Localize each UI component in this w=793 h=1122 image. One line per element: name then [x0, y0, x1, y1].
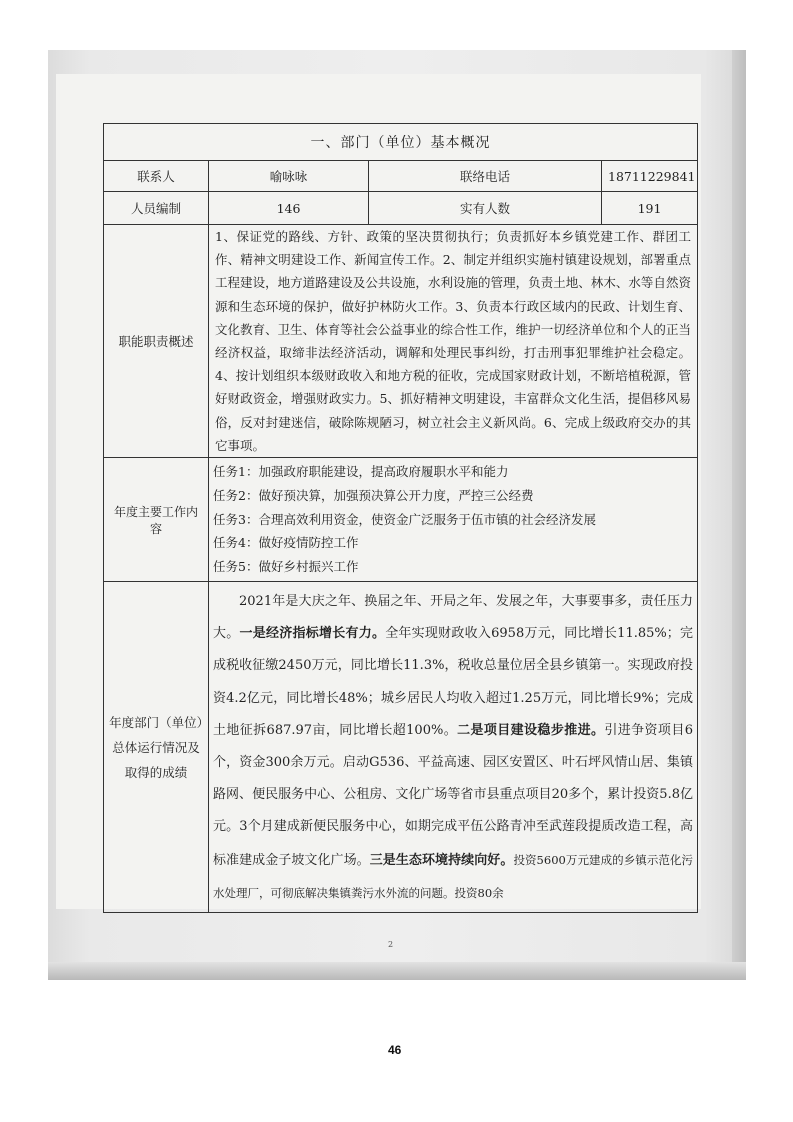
staff-quota-value: 146 [209, 192, 369, 225]
tasks-list [209, 458, 698, 582]
phone-label: 联络电话 [369, 161, 602, 192]
task-item: 任务1：加强政府职能建设，提高政府履职水平和能力 [213, 464, 509, 480]
performance-text [209, 582, 697, 912]
duties-label: 职能职责概述 [104, 225, 209, 458]
performance-heading: 三是生态环境持续向好。 [369, 852, 514, 868]
staff-actual-label: 实有人数 [369, 192, 602, 225]
duties-text: 1、保证党的路线、方针、政策的坚决贯彻执行；负责抓好本乡镇党建工作、群团工作、精神文明建设工作、新闻宣传工作。2、制定并组织实施村镇建设规划，部署重点工程建设，地方道路建设及公共设施，水利设施的管理，负责土地、林木、水等自然资源和生态环境的保护，做好护林防火工作。3、负责本行政区域内的民政、计划生育、文化教育、卫生、体育等社会公益事业的综合性工作，维护一切经济单位和个人的正当经济权益，取缔非法经济活动，调解和处理民事纠纷，打击刑事犯罪维护社会稳定。4、按计划组织本级财政收入和地方税的征收，完成国家财政计划，不断培植税源，管好财政资金，增强财政实力。5、抓好精神文明建设，丰富群众文化生活，提倡移风易俗，反对封建迷信，破除陈规陋习，树立社会主义新风尚。6、完成上级政府交办的其它事项。 [209, 225, 698, 458]
performance-label: 年度部门（单位）总体运行情况及取得的成绩 [104, 582, 209, 913]
performance-cell [209, 582, 698, 913]
task-item: 任务3：合理高效利用资金，使资金广泛服务于伍市镇的社会经济发展 [213, 511, 596, 527]
basic-info-table [103, 123, 698, 913]
performance-para: 引进争资项目6个，资金300余万元。启动G536、平益高速、园区安置区、叶石坪风情山居、集镇路网、便民服务中心、公租房、文化广场等省市县重点项目20多个，累计投资5.8亿元。3个月建成新便民服务中心，如期完成平伍公路青冲至武莲段提质改造工程，高标准建成金子坡文化广场。 [213, 722, 693, 868]
phone-value: 18711229841 [602, 161, 698, 192]
performance-para: 2021年是大庆之年、换届之年、开局之年、发展之年，大事要事多，责任压力大。 [213, 594, 693, 642]
performance-heading: 二是项目建设稳步推进。 [457, 722, 605, 738]
photo-edge [732, 50, 746, 980]
contact-name: 喻咏咏 [209, 161, 369, 192]
performance-heading: 一是经济指标增长有力。 [239, 626, 386, 642]
performance-para: 投资5600万元建成的乡镇示范化污水处理厂，可彻底解决集镇粪污水外流的问题。投资80余 [213, 852, 693, 900]
task-item: 任务4：做好疫情防控工作 [213, 535, 359, 551]
staff-quota-label: 人员编制 [104, 192, 209, 225]
photo-edge [48, 962, 746, 980]
tasks-label: 年度主要工作内容 [104, 458, 209, 582]
performance-para: 全年实现财政收入6958万元，同比增长11.85%；完成税收征缴2450万元，同比增长11.3%，税收总量位居全县乡镇第一。实现政府投资4.2亿元，同比增长48%；城乡居民人均收入超过1.25万元，同比增长9%；完成土地征拆687.97亩，同比增长超100%。 [213, 626, 693, 738]
staff-actual-value: 191 [602, 192, 698, 225]
table-title: 一、部门（单位）基本概况 [104, 124, 698, 161]
task-item: 任务5：做好乡村振兴工作 [213, 559, 359, 575]
contact-label: 联系人 [104, 161, 209, 192]
task-item: 任务2：做好预决算，加强预决算公开力度，严控三公经费 [213, 487, 534, 503]
inner-page-number: 2 [388, 940, 394, 949]
page-number: 46 [388, 1043, 402, 1057]
